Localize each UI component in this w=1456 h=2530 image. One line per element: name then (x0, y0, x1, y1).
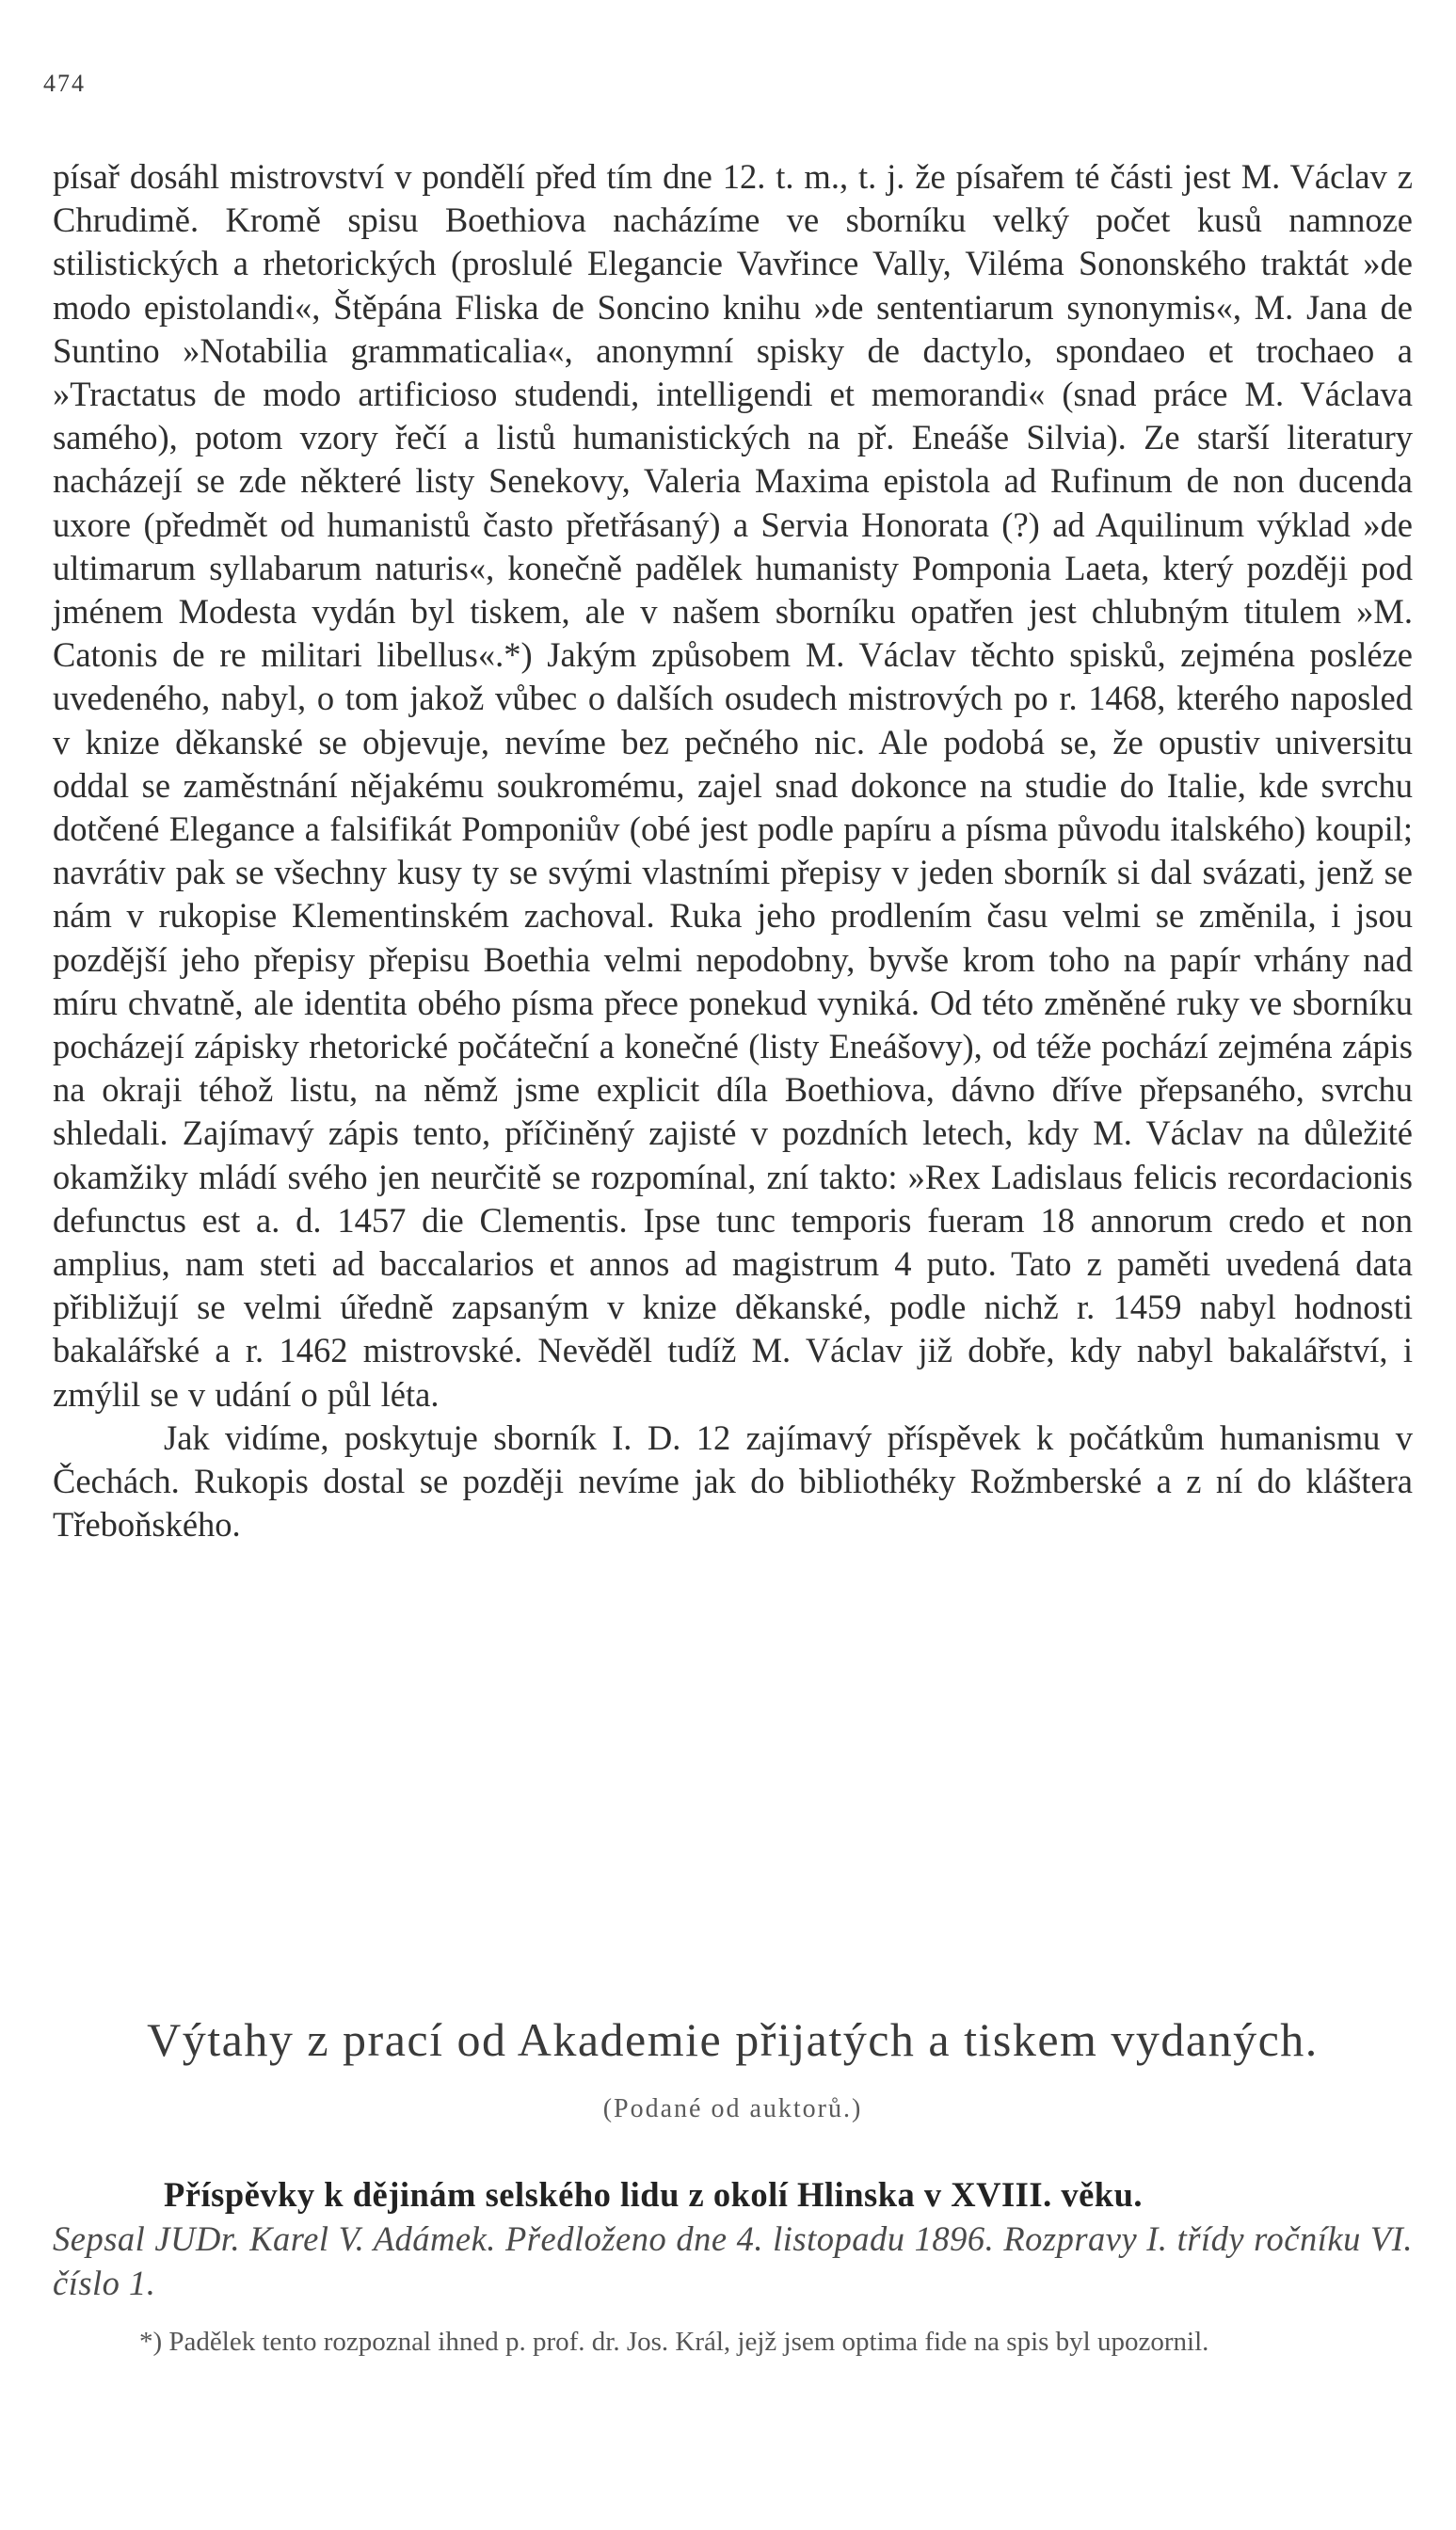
article-meta: Sepsal JUDr. Karel V. Adámek. Předloženo dne 4. listopadu 1896. Rozpravy I. třídy ročníku VI. číslo 1. (53, 2219, 1413, 2302)
article-title: Příspěvky k dějinám selského lidu z okolí Hlinska v XVIII. věku. (164, 2175, 1144, 2214)
main-paragraph-2: Jak vidíme, poskytuje sborník I. D. 12 zajímavý příspěvek k počátkům humanismu v Čechách. Rukopis dostal se později nevíme jak do bibliothéky Rožmberské a z ní do kláštera Třeboňského. (53, 1417, 1413, 1545)
page-number: 474 (43, 70, 86, 97)
main-paragraph-1: písař dosáhl mistrovství v pondělí před tím dne 12. t. m., t. j. že písařem té části jest M. Václav z Chrudimě. Kromě spisu Boethiova nacházíme ve sborníku velký počet kusů namnoze stilistických a rhetorických (proslulé Elegancie Vavřince Vally, Viléma Sononského traktát »de modo epistolandi«, Štěpána Fliska de Soncino knihu »de sententiarum synonymis«, M. Jana de Suntino »Notabilia grammaticalia«, anonymní spisky de dactylo, spondaeo et trochaeo a »Tractatus de modo artificioso studendi, intelligendi et memorandi« (snad práce M. Václava samého), potom vzory řečí a listů humanistických na př. Eneáše Silvia). Ze starší literatury nacházejí se zde některé listy Senekovy, Valeria Maxima epistola ad Rufinum de non ducenda uxore (předmět od humanistů často přetřásaný) a Servia Honorata (?) ad Aquilinum výklad »de ultimarum syllabarum naturis«, konečně padělek humanisty Pomponia Laeta, který později pod jménem Modesta vydán byl tiskem, ale v našem sborníku opatřen jest chlubným titulem »M. Catonis de re militari libellus«.*) Jakým způsobem M. Václav těchto spisků, zejména posléze uvedeného, nabyl, o tom jakož vůbec o dalších osudech mistrových po r. 1468, kterého naposled v knize děkanské se objevuje, nevíme bez pečného nic. Ale podobá se, že opustiv universitu oddal se zaměstnání nějakému soukromému, zajel snad dokonce na studie do Italie, kde svrchu dotčené Elegance a falsifikát Pomponiův (obé jest podle papíru a písma původu italského) koupil; navrátiv pak se všechny kusy ty se svými vlastními přepisy v jeden sborník si dal svázati, jenž se nám v rukopise Klementinském zachoval. Ruka jeho prodlením času velmi se změnila, i jsou pozdější jeho přepisy přepisu Boethia velmi nepodobny, byvše krom toho na papír vrhány nad míru chvatně, ale identita obého písma přece ponekud vyniká. Od této změněné ruky ve sborníku pocházejí zápisky rhetorické počáteční a konečné (listy Eneášovy), od téže pochází zejména zápis na okraji téhož listu, na němž jsme explicit díla Boethiova, dávno dříve přepsaného, svrchu shledali. Zajímavý zápis tento, příčiněný zajisté v pozdních letech, kdy M. Václav na důležité okamžiky mládí svého jen neurčitě se rozpomínal, zní takto: »Rex Ladislaus felicis recordacionis defunctus est a. d. 1457 die Clementis. Ipse tunc temporis fueram 18 annorum credo et non amplius, nam steti ad baccalarios et annos ad magistrum 4 puto. Tato z paměti uvedená data přibližují se velmi úředně zapsaným v knize děkanské, podle nichž r. 1459 nabyl hodnosti bakalářské a r. 1462 mistrovské. Nevěděl tudíž M. Václav již dobře, kdy nabyl bakalářství, i zmýlil se v udání o půl léta. (53, 157, 1413, 1414)
section-title: Výtahy z prací od Akademie přijatých a tiskem vydaných. (147, 2013, 1319, 2066)
article-block (53, 2172, 1413, 2305)
footnote (53, 2323, 1413, 2361)
main-text (53, 155, 1413, 1547)
footnote-text: *) Padělek tento rozpoznal ihned p. prof. dr. Jos. Král, jejž jsem optima fide na spis byl upozornil. (139, 2327, 1209, 2357)
section-subtitle: (Podané od auktorů.) (602, 2094, 863, 2123)
